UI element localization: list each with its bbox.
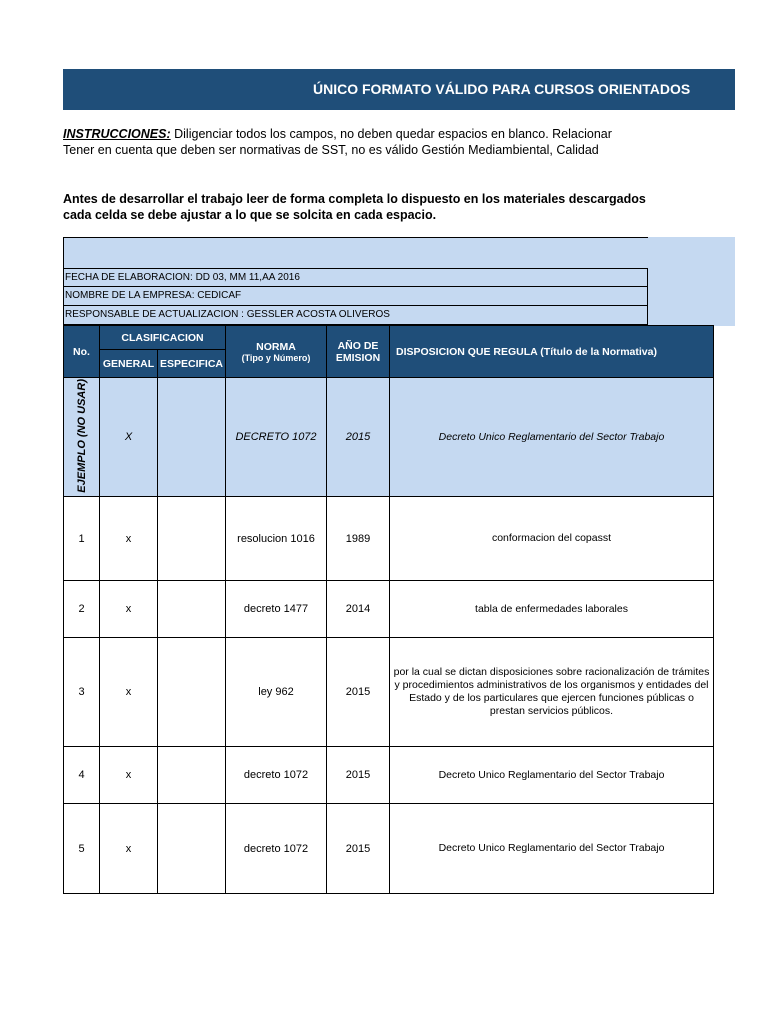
header-clasificacion: CLASIFICACION <box>100 326 226 350</box>
row-disposicion[interactable]: conformacion del copasst <box>390 497 714 581</box>
row-no[interactable]: 1 <box>64 497 100 581</box>
row-especifica[interactable] <box>158 638 226 747</box>
instructions-line1: Diligenciar todos los campos, no deben quedar espacios en blanco. Relacionar <box>170 127 612 141</box>
row-disposicion[interactable]: tabla de enfermedades laborales <box>390 581 714 638</box>
row-especifica[interactable] <box>158 804 226 894</box>
example-disposicion[interactable]: Decreto Unico Reglamentario del Sector Trabajo <box>390 378 714 497</box>
responsable-actualizacion: RESPONSABLE DE ACTUALIZACION : GESSLER ACOSTA OLIVEROS <box>63 306 648 325</box>
normativa-table-wrap <box>63 325 710 893</box>
row-norma[interactable]: decreto 1072 <box>226 804 327 894</box>
antes-line2: cada celda se debe ajustar a lo que se solcita en cada espacio. <box>63 208 437 222</box>
row-general[interactable]: x <box>100 747 158 804</box>
example-norma[interactable]: DECRETO 1072 <box>226 378 327 497</box>
example-anio[interactable]: 2015 <box>327 378 390 497</box>
row-no[interactable]: 5 <box>64 804 100 894</box>
header-disposicion: DISPOSICION QUE REGULA (Título de la Normativa) <box>390 326 714 378</box>
table-row <box>64 638 714 747</box>
row-no[interactable]: 3 <box>64 638 100 747</box>
row-disposicion[interactable]: Decreto Unico Reglamentario del Sector Trabajo <box>390 747 714 804</box>
row-no[interactable]: 2 <box>64 581 100 638</box>
table-row <box>64 581 714 638</box>
table-row <box>64 497 714 581</box>
title-bar <box>63 69 735 110</box>
example-label-cell <box>64 378 100 497</box>
header-no: No. <box>64 326 100 378</box>
example-label: EJEMPLO (NO USAR) <box>75 378 88 493</box>
instructions-line2: Tener en cuenta que deben ser normativas de SST, no es válido Gestión Mediambiental, Calidad <box>63 143 599 157</box>
normativa-table <box>63 325 714 894</box>
row-general[interactable]: x <box>100 497 158 581</box>
row-general[interactable]: x <box>100 581 158 638</box>
fecha-elaboracion: FECHA DE ELABORACION: DD 03, MM 11,AA 2016 <box>63 268 648 287</box>
nombre-empresa: NOMBRE DE LA EMPRESA: CEDICAF <box>63 287 648 306</box>
row-anio[interactable]: 1989 <box>327 497 390 581</box>
instructions <box>63 126 648 158</box>
row-general[interactable]: x <box>100 804 158 894</box>
row-anio[interactable]: 2014 <box>327 581 390 638</box>
row-norma[interactable]: decreto 1477 <box>226 581 327 638</box>
row-anio[interactable]: 2015 <box>327 638 390 747</box>
header-norma-sub: (Tipo y Número) <box>241 352 311 363</box>
row-norma[interactable]: resolucion 1016 <box>226 497 327 581</box>
header-norma-label: NORMA <box>256 340 296 353</box>
example-row <box>64 378 714 497</box>
row-especifica[interactable] <box>158 747 226 804</box>
row-norma[interactable]: decreto 1072 <box>226 747 327 804</box>
example-especifica[interactable] <box>158 378 226 497</box>
header-anio: AÑO DE EMISION <box>327 326 390 378</box>
row-especifica[interactable] <box>158 581 226 638</box>
antes-note <box>63 191 648 223</box>
row-anio[interactable]: 2015 <box>327 747 390 804</box>
row-no[interactable]: 4 <box>64 747 100 804</box>
page-title: ÚNICO FORMATO VÁLIDO PARA CURSOS ORIENTADOS <box>313 81 691 97</box>
row-especifica[interactable] <box>158 497 226 581</box>
header-especifica: ESPECIFICA <box>158 350 226 378</box>
table-row <box>64 747 714 804</box>
header-general: GENERAL <box>100 350 158 378</box>
antes-line1: Antes de desarrollar el trabajo leer de forma completa lo dispuesto en los materiales descargados <box>63 192 646 206</box>
row-disposicion[interactable]: Decreto Unico Reglamentario del Sector Trabajo <box>390 804 714 894</box>
header-norma <box>226 326 327 378</box>
row-disposicion[interactable]: por la cual se dictan disposiciones sobre racionalización de trámites y procedimientos administrativos de los organismos y entidades del Estado y de los particulares que ejercen funciones públicas o prestan servicios públicos. <box>390 638 714 747</box>
row-norma[interactable]: ley 962 <box>226 638 327 747</box>
row-general[interactable]: x <box>100 638 158 747</box>
row-anio[interactable]: 2015 <box>327 804 390 894</box>
example-general[interactable]: X <box>100 378 158 497</box>
table-row <box>64 804 714 894</box>
instructions-label: INSTRUCCIONES: <box>63 127 171 141</box>
